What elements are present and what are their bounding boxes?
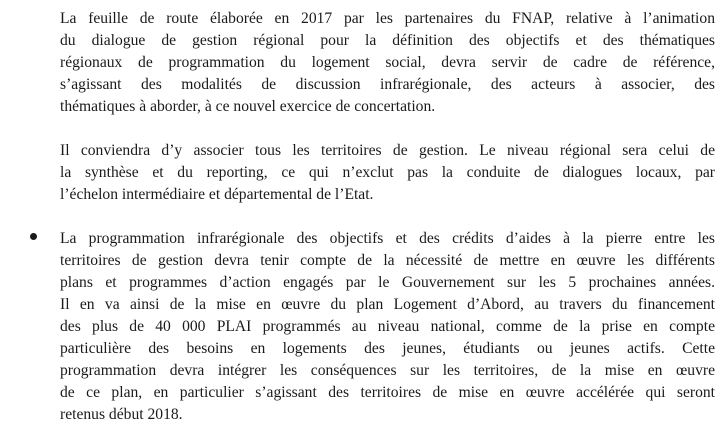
text-line: l’échelon intermédiaire et départemental de l’Etat. <box>60 186 374 203</box>
text-line: territoires de gestion devra tenir compte de la nécessité de mettre en œuvre les différents <box>60 252 715 269</box>
text-line: thématiques à aborder, à ce nouvel exercice de concertation. <box>60 98 436 115</box>
text-line: programmation devra intégrer les conséquences sur les territoires, de la mise en œuvre <box>60 362 715 379</box>
text-line: Il conviendra d’y associer tous les territoires de gestion. Le niveau régional sera celui de <box>60 142 715 159</box>
text-line: La feuille de route élaborée en 2017 par les partenaires du FNAP, relative à l’animation <box>60 10 715 27</box>
text-line: s’agissant des modalités de discussion infrarégionale, des acteurs à associer, des <box>60 76 715 93</box>
text-line: de ce plan, en particulier s’agissant des territoires de mise en œuvre accélérée qui seront <box>60 384 715 401</box>
text-line: plans et programmes d’action engagés par le Gouvernement sur les 5 prochaines années. <box>60 274 715 291</box>
text-line: retenus début 2018. <box>60 406 183 423</box>
text-line: du dialogue de gestion régional pour la définition des objectifs et des thématiques <box>60 32 715 49</box>
bullet-point-icon <box>30 233 37 240</box>
text-line: particulière des besoins en logements des jeunes, étudiants ou jeunes actifs. Cette <box>60 340 715 357</box>
text-line: La programmation infrarégionale des objectifs et des crédits d’aides à la pierre entre les <box>60 230 715 247</box>
text-line: régionaux de programmation du logement social, devra servir de cadre de référence, <box>60 54 715 71</box>
text-line: Il en va ainsi de la mise en œuvre du plan Logement d’Abord, au travers du financement <box>60 296 715 313</box>
text-line: des plus de 40 000 PLAI programmés au niveau national, comme de la prise en compte <box>60 318 715 335</box>
text-line: la synthèse et du reporting, ce qui n’exclut pas la conduite de dialogues locaux, par <box>60 164 715 181</box>
